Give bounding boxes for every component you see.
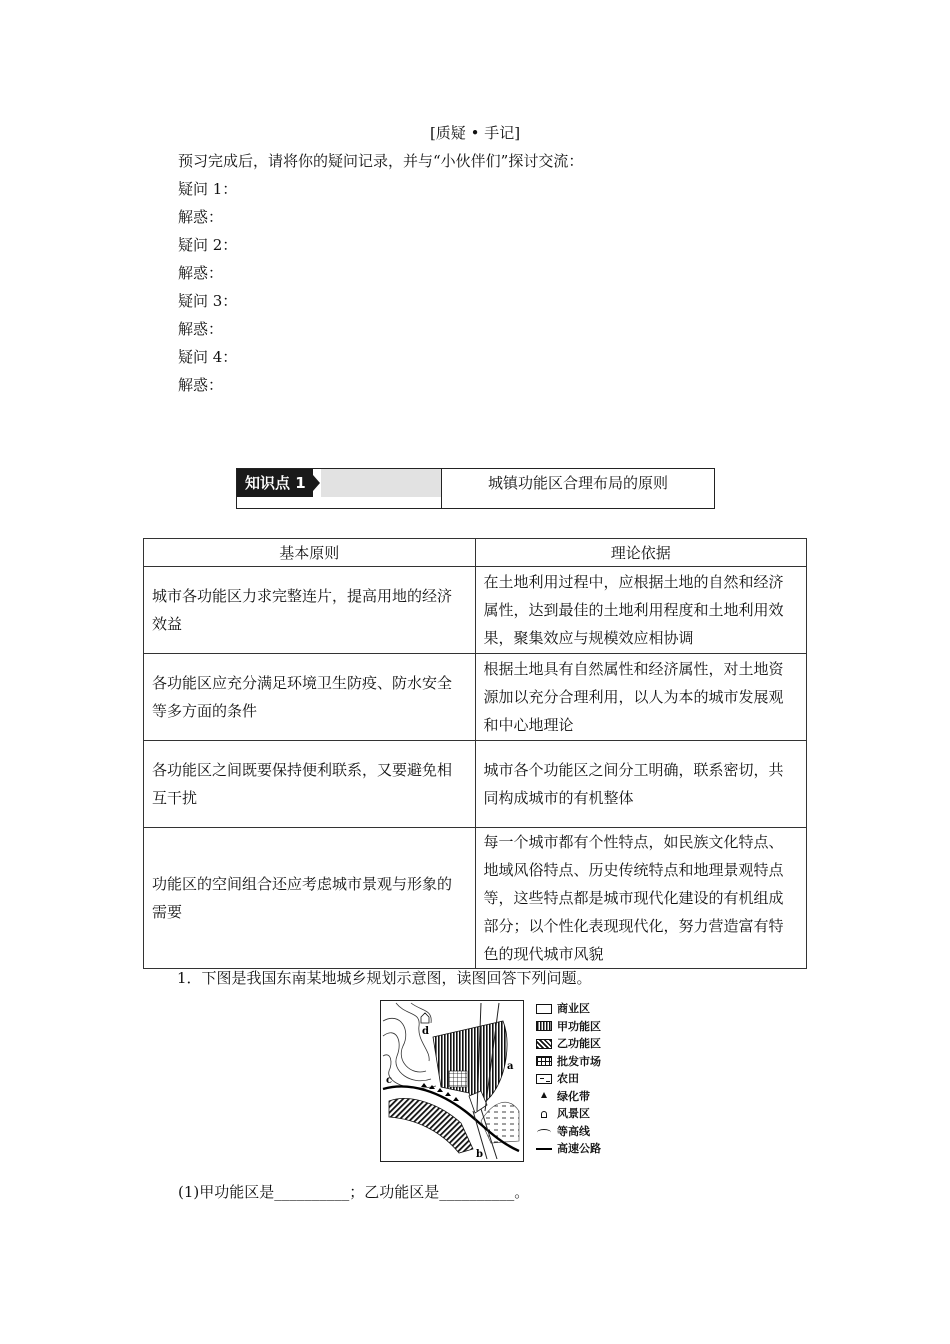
legend-item: [536, 1140, 601, 1158]
table-row: [144, 567, 807, 654]
legend-label: 商业区: [557, 1002, 590, 1015]
notes-intro: 预习完成后，请将你的疑问记录，并与“小伙伴们”探讨交流：: [178, 152, 584, 170]
sub-question-1: (1)甲功能区是__________；乙功能区是__________。: [178, 1183, 530, 1201]
contour-swatch-icon: [536, 1126, 552, 1136]
answer-line-3: 解惑：: [178, 320, 224, 338]
legend-label: 绿化带: [557, 1089, 590, 1103]
planning-map: [380, 1000, 524, 1162]
question-line-1: 疑问 1：: [178, 180, 238, 198]
table-row: [144, 741, 807, 828]
map-drawing: [381, 1001, 522, 1160]
basis-cell: 城市各个功能区之间分工明确，联系密切，共同构成城市的有机整体: [475, 741, 807, 828]
table-header-row: [144, 539, 807, 567]
map-label-c: c: [386, 1075, 393, 1086]
principles-table: [143, 538, 807, 969]
legend-label: 乙功能区: [557, 1037, 601, 1050]
legend-item: [536, 1018, 601, 1036]
principle-cell: 功能区的空间组合还应考虑城市景观与形象的需要: [144, 828, 476, 969]
legend-label: 甲功能区: [557, 1019, 601, 1033]
knowledge-point-title: 城镇功能区合理布局的原则: [487, 474, 668, 492]
question-line-3: 疑问 3：: [178, 292, 238, 310]
legend-item: [536, 1000, 601, 1018]
knowledge-point-header: [236, 468, 715, 509]
wholesale-swatch-icon: [536, 1056, 552, 1066]
legend-label: 农田: [557, 1072, 579, 1085]
farmland-swatch-icon: [536, 1074, 552, 1084]
commercial-swatch-icon: [536, 1004, 552, 1014]
zone-jia-swatch-icon: [536, 1021, 552, 1031]
map-legend: [536, 1000, 601, 1158]
legend-item: [536, 1035, 601, 1053]
farmland-area: [481, 1102, 519, 1143]
header-basis: 理论依据: [475, 539, 807, 567]
zone-yi-swatch-icon: [536, 1039, 552, 1049]
knowledge-point-tag: 知识点 1: [237, 469, 313, 497]
tag-shade: [321, 469, 441, 497]
principle-cell: 各功能区应充分满足环境卫生防疫、防水安全等多方面的条件: [144, 654, 476, 741]
question-stem: 1．下图是我国东南某地城乡规划示意图，读图回答下列问题。: [177, 969, 592, 987]
tag-arrow-icon: [313, 475, 320, 491]
legend-item: [536, 1053, 601, 1071]
notes-heading: [质疑 • 手记]: [429, 124, 521, 142]
legend-item: [536, 1105, 601, 1123]
map-label-a: a: [507, 1061, 514, 1072]
answer-line-1: 解惑：: [178, 208, 224, 226]
basis-cell: 每一个城市都有个性特点，如民族文化特点、地域风俗特点、历史传统特点和地理景观特点等，这些特点都是城市现代化建设的有机组成部分；以个性化表现现代化，努力营造富有特色的现代城市风貌: [475, 828, 807, 969]
legend-item: [536, 1070, 601, 1088]
legend-label: 高速公路: [557, 1142, 601, 1155]
answer-line-4: 解惑：: [178, 376, 224, 394]
legend-item: [536, 1088, 601, 1106]
legend-label: 风景区: [557, 1107, 590, 1120]
scenic-area-swatch-icon: [536, 1109, 552, 1119]
table-row: [144, 828, 807, 969]
question-line-2: 疑问 2：: [178, 236, 238, 254]
answer-line-2: 解惑：: [178, 264, 224, 282]
map-label-b: b: [476, 1149, 483, 1160]
basis-cell: 根据土地具有自然属性和经济属性，对土地资源加以充分合理利用，以人为本的城市发展观和中心地理论: [475, 654, 807, 741]
legend-label: 等高线: [557, 1124, 590, 1138]
legend-label: 批发市场: [557, 1054, 601, 1068]
green-belt-swatch-icon: [536, 1091, 552, 1101]
header-principle: 基本原则: [144, 539, 476, 567]
legend-item: [536, 1123, 601, 1141]
table-row: [144, 654, 807, 741]
principle-cell: 各功能区之间既要保持便利联系，又要避免相互干扰: [144, 741, 476, 828]
basis-cell: 在土地利用过程中，应根据土地的自然和经济属性，达到最佳的土地利用程度和土地利用效果，聚集效应与规模效应相协调: [475, 567, 807, 654]
principle-cell: 城市各功能区力求完整连片，提高用地的经济效益: [144, 567, 476, 654]
map-label-d: d: [422, 1026, 429, 1037]
wholesale-market: [449, 1071, 467, 1087]
scenic-area-icon: [421, 1013, 429, 1023]
question-line-4: 疑问 4：: [178, 348, 238, 366]
highway-swatch-icon: [536, 1144, 552, 1154]
